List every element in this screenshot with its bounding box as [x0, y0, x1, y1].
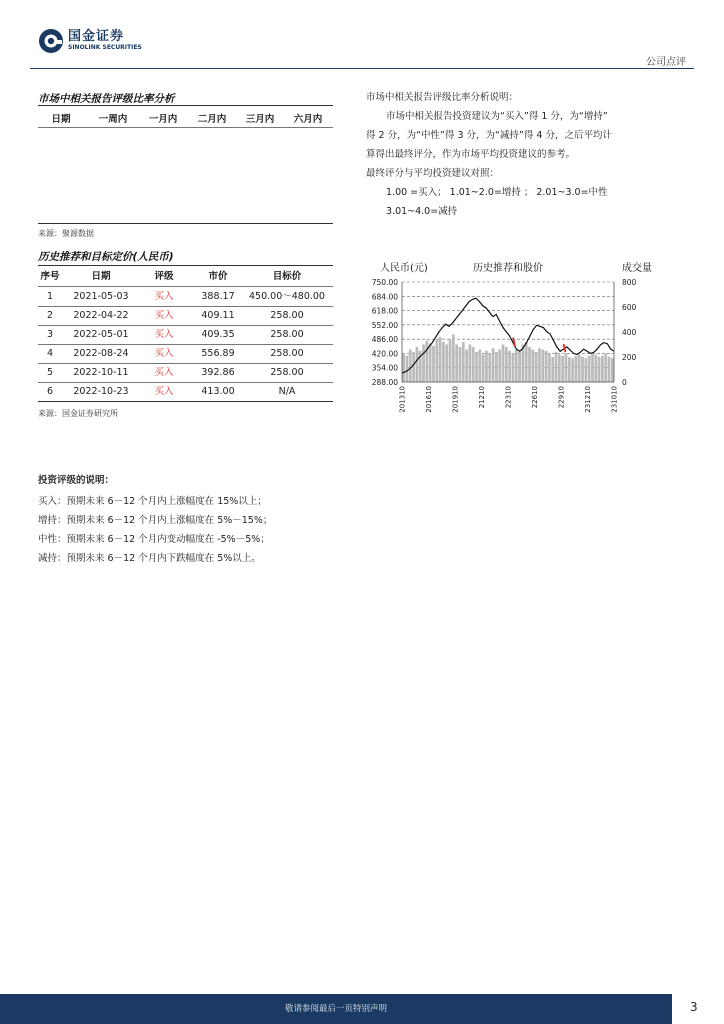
history-cell-price: 413.00: [201, 386, 235, 397]
volume-bar: [581, 357, 584, 382]
volume-bar: [452, 335, 455, 383]
volume-bar: [588, 356, 591, 382]
history-cell-target: 258.00: [270, 310, 304, 321]
history-cell-date: 2022-08-24: [73, 348, 129, 359]
volume-bar: [525, 342, 528, 382]
history-cell-seq: 3: [46, 329, 54, 340]
volume-bar: [485, 351, 488, 382]
history-cell-seq: 4: [46, 348, 54, 359]
chart-left-tick: 354.00: [371, 363, 398, 373]
report-type: 公司点评: [646, 57, 686, 68]
chart-left-axis-label: 人民币(元): [380, 263, 428, 274]
ratio-table-bottom-rule: [38, 223, 333, 224]
volume-bar: [578, 355, 581, 383]
volume-bar: [538, 348, 541, 382]
volume-bar: [492, 348, 495, 382]
history-cell-date: 2022-10-23: [73, 386, 129, 397]
history-cell-target: N/A: [278, 386, 296, 397]
page-footer: [0, 994, 724, 1024]
volume-bar: [535, 352, 538, 382]
chart-x-tick: 231210: [584, 386, 592, 413]
chart-left-tick: 552.00: [371, 320, 398, 330]
history-table-top-rule: [38, 265, 333, 266]
volume-bar: [541, 350, 544, 383]
chart-x-tick: 201910: [451, 386, 460, 413]
history-cell-date: 2022-04-22: [73, 310, 129, 321]
chart-left-tick: 486.00: [371, 335, 398, 345]
volume-bar: [518, 352, 521, 382]
footer-bar: [0, 994, 672, 1024]
history-cell-rating: 买入: [154, 367, 174, 378]
volume-bar: [611, 358, 614, 382]
volume-bar: [469, 345, 472, 383]
chart-right-tick: 800: [622, 278, 637, 287]
history-cell-date: 2022-05-01: [73, 329, 129, 340]
volume-bar: [475, 352, 478, 382]
volume-bar: [565, 353, 568, 382]
volume-bar: [449, 340, 452, 383]
ratio-source: 来源：聚源数据: [38, 229, 94, 238]
history-section-title: 历史推荐和目标定价(人民币): [38, 251, 174, 263]
volume-bar: [571, 358, 574, 382]
ratio-section-title: 市场中相关报告评级比率分析: [38, 93, 175, 105]
chart-x-tick: 231010: [610, 386, 619, 413]
history-cell-seq: 1: [46, 291, 54, 302]
history-cell-price: 556.89: [201, 348, 235, 359]
mapping-line-2: 3.01~4.0=减持: [386, 206, 458, 217]
volume-bar: [442, 342, 445, 382]
history-header-target: 目标价: [272, 271, 302, 282]
ratio-table-top-rule: [38, 105, 333, 106]
chart-right-tick: 200: [622, 353, 637, 362]
volume-bar: [584, 358, 587, 382]
volume-bar: [445, 345, 448, 383]
volume-bar: [406, 356, 409, 382]
chart-right-tick: 0: [622, 378, 627, 387]
ratio-col-1week: 一周内: [98, 114, 128, 125]
chart-x-tick: 22310: [504, 386, 513, 409]
rating-note-underweight: 减持：预期未来 6－12 个月内下跌幅度在 5%以上。: [38, 553, 261, 564]
volume-bar: [555, 352, 558, 382]
volume-bar: [601, 356, 604, 382]
volume-bar: [422, 345, 425, 383]
volume-bar: [508, 351, 511, 382]
footer-disclaimer: 敬请参阅最后一页特别声明: [284, 1004, 387, 1014]
history-cell-rating: 买入: [154, 348, 174, 359]
volume-bar: [515, 350, 518, 383]
volume-bar: [591, 353, 594, 382]
volume-bar: [531, 350, 534, 383]
volume-bar: [402, 353, 405, 382]
volume-bar: [505, 347, 508, 382]
chart-x-tick: 21210: [478, 386, 486, 409]
chart-x-tick: 22610: [531, 386, 539, 409]
volume-bar: [435, 340, 438, 383]
volume-bar: [409, 350, 412, 383]
volume-bar: [528, 347, 531, 382]
volume-bar: [604, 353, 607, 382]
history-cell-seq: 5: [46, 367, 54, 378]
rating-note-buy: 买入：预期未来 6－12 个月内上涨幅度在 15%以上；: [38, 496, 267, 507]
explanation-line-2: 得 2 分，为“中性”得 3 分，为“减持”得 4 分，之后平均计: [366, 130, 612, 141]
page-number: 3: [690, 1000, 698, 1014]
volume-bar: [498, 350, 501, 383]
volume-bar: [462, 342, 465, 382]
rating-notes-title: 投资评级的说明：: [38, 475, 115, 486]
volume-bar: [439, 337, 442, 382]
volume-bar: [478, 350, 481, 383]
history-cell-rating: 买入: [154, 329, 174, 340]
ratio-col-6month: 六月内: [293, 114, 323, 125]
ratio-col-3month: 三月内: [245, 114, 275, 125]
history-cell-target: 258.00: [270, 348, 304, 359]
volume-bar: [575, 356, 578, 382]
chart-title: 历史推荐和股价: [473, 263, 543, 274]
chart-left-tick: 684.00: [371, 292, 398, 302]
rating-note-neutral: 中性：预期未来 6－12 个月内变动幅度在 -5%－5%；: [38, 534, 270, 545]
history-cell-rating: 买入: [154, 386, 174, 397]
volume-bar: [551, 357, 554, 382]
history-cell-seq: 2: [46, 310, 54, 321]
explanation-line-3: 算得出最终评分，作为市场平均投资建议的参考。: [366, 149, 576, 160]
volume-bar: [594, 355, 597, 383]
volume-bar: [598, 357, 601, 382]
history-header-price: 市价: [208, 271, 228, 282]
volume-bar: [488, 353, 491, 382]
history-cell-seq: 6: [46, 386, 54, 397]
ratio-col-2month: 二月内: [197, 114, 227, 125]
chart-right-axis-label: 成交量: [622, 263, 652, 274]
volume-bar: [482, 355, 485, 383]
volume-bar: [522, 345, 525, 383]
volume-bar: [412, 352, 415, 382]
history-header-seq: 序号: [40, 271, 60, 282]
volume-bar: [495, 352, 498, 382]
chart-left-tick: 618.00: [371, 306, 398, 316]
volume-bar: [455, 345, 458, 383]
chart-x-tick: 201610: [425, 386, 433, 413]
history-cell-price: 409.11: [201, 310, 235, 321]
header-divider: [30, 68, 694, 69]
volume-bar: [425, 341, 428, 382]
chart-left-tick: 420.00: [371, 349, 398, 359]
history-table-bottom-rule: [38, 401, 333, 402]
company-logo: [38, 28, 142, 54]
logo-english-name: SINOLINK SECURITIES: [68, 44, 142, 51]
rating-note-overweight: 增持：预期未来 6－12 个月内上涨幅度在 5%－15%；: [38, 515, 273, 526]
explanation-title: 市场中相关报告评级比率分析说明：: [366, 92, 519, 103]
history-header-date: 日期: [91, 271, 111, 282]
mapping-line-1: 1.00 =买入； 1.01~2.0=增持 ； 2.01~3.0=中性: [386, 187, 608, 198]
ratio-col-1month: 一月内: [148, 114, 178, 125]
volume-bar: [558, 355, 561, 383]
ratio-col-date: 日期: [51, 114, 71, 125]
history-cell-price: 409.35: [201, 329, 235, 340]
volume-bar: [416, 347, 419, 382]
volume-bar: [502, 345, 505, 383]
history-cell-price: 388.17: [201, 291, 235, 302]
history-cell-target: 258.00: [270, 367, 304, 378]
chart-x-tick: 22910: [557, 386, 566, 409]
history-cell-price: 392.86: [201, 367, 235, 378]
ratio-header-rule: [38, 127, 333, 128]
sinolink-logo-icon: [38, 28, 64, 54]
volume-bar: [568, 357, 571, 382]
chart-left-tick: 288.00: [371, 378, 398, 387]
history-cell-date: 2022-10-11: [73, 367, 129, 378]
chart-left-tick: 750.00: [371, 278, 398, 287]
history-cell-rating: 买入: [154, 310, 174, 321]
volume-bar: [472, 347, 475, 382]
logo-chinese-name: 国金证券: [68, 29, 125, 44]
volume-bar: [561, 356, 564, 382]
history-price-chart: [366, 258, 656, 418]
buy-rating-marker: [564, 344, 566, 352]
volume-bar: [465, 350, 468, 383]
volume-bar: [608, 357, 611, 382]
chart-right-tick: 400: [622, 328, 637, 337]
history-cell-rating: 买入: [154, 291, 174, 302]
history-cell-date: 2021-05-03: [73, 291, 129, 302]
volume-bar: [548, 353, 551, 382]
chart-right-tick: 600: [622, 303, 637, 312]
history-header-rating: 评级: [154, 271, 174, 282]
volume-bar: [512, 353, 515, 382]
volume-bar: [545, 351, 548, 382]
chart-x-tick: 201310: [398, 386, 407, 413]
volume-bar: [432, 346, 435, 382]
volume-bar: [429, 343, 432, 382]
mapping-title: 最终评分与平均投资建议对照：: [366, 168, 500, 179]
explanation-line-1: 市场中相关报告投资建议为“买入”得 1 分，为“增持”: [386, 111, 608, 122]
history-cell-target: 450.00～480.00: [249, 291, 325, 302]
history-source: 来源：国金证券研究所: [38, 409, 118, 418]
volume-bar: [459, 347, 462, 382]
history-cell-target: 258.00: [270, 329, 304, 340]
